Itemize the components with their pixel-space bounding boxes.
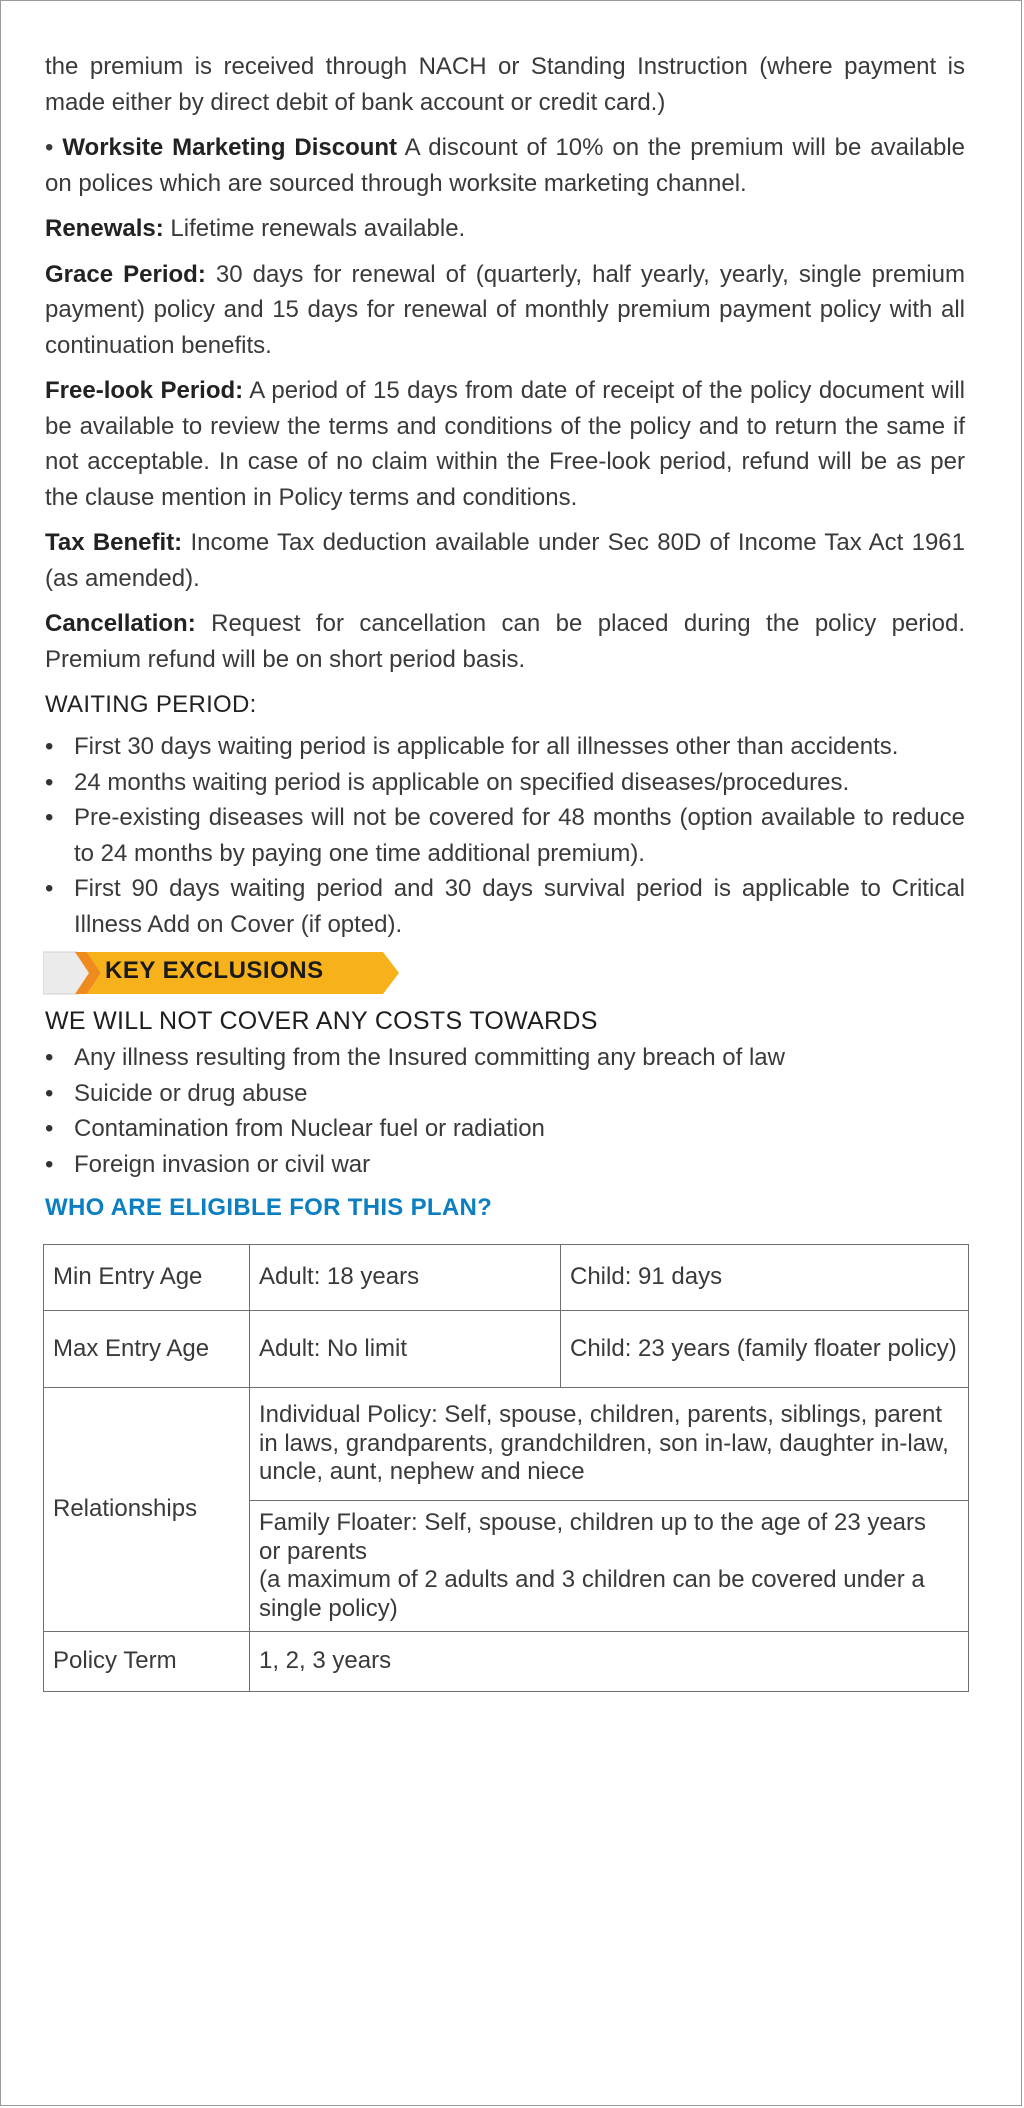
- policy-term-label: Policy Term: [44, 1632, 250, 1692]
- exclusions-list: [45, 1040, 965, 1182]
- intro-paragraph: the premium is received through NACH or Standing Instruction (where payment is made either by direct debit of bank account or credit card.): [45, 53, 965, 116]
- free-look-label: Free-look Period:: [45, 377, 244, 404]
- max-entry-label: Max Entry Age: [44, 1311, 250, 1388]
- min-entry-adult: Adult: 18 years: [250, 1245, 561, 1311]
- list-item: • Pre-existing diseases will not be covered for 48 months (option available to reduce to 24 months by paying one time additional premium).: [45, 800, 965, 871]
- table-row: [44, 1632, 969, 1692]
- list-item: • First 90 days waiting period and 30 days survival period is applicable to Critical Illness Add on Cover (if opted).: [45, 871, 965, 942]
- tax-benefit-label: Tax Benefit:: [45, 529, 183, 556]
- table-row: [44, 1245, 969, 1311]
- cancellation-text: Request for cancellation can be placed during the policy period. Premium refund will be on short period basis.: [45, 610, 965, 673]
- worksite-bullet: •: [45, 134, 63, 161]
- list-item: • First 30 days waiting period is applicable for all illnesses other than accidents.: [45, 729, 965, 765]
- worksite-discount-paragraph: [45, 130, 965, 201]
- worksite-label: Worksite Marketing Discount: [62, 134, 398, 161]
- grace-period-text: 30 days for renewal of (quarterly, half yearly, yearly, single premium payment) policy and 15 days for renewal of monthly premium payment policy with all continuation benefits.: [45, 260, 965, 359]
- grace-period-label: Grace Period:: [45, 260, 206, 288]
- eligibility-table: [43, 1244, 969, 1692]
- individual-policy-cell: Individual Policy: Self, spouse, children, parents, siblings, parent in laws, grandparents, grandchildren, son in-law, daughter in-law, uncle, aunt, nephew and niece: [250, 1388, 969, 1501]
- worksite-text: A discount of 10% on the premium will be available on polices which are sourced through worksite marketing channel.: [45, 134, 966, 197]
- list-item: • Suicide or drug abuse: [45, 1076, 965, 1112]
- list-item: • 24 months waiting period is applicable on specified diseases/procedures.: [45, 765, 965, 801]
- key-exclusions-banner: [43, 948, 403, 998]
- free-look-text: A period of 15 days from date of receipt of the policy document will be available to review the terms and conditions of the policy and to return the same if not acceptable. In case of no claim within the Free-look period, refund will be as per the clause mention in Policy terms and conditions.: [45, 377, 965, 511]
- cancellation-label: Cancellation:: [45, 610, 196, 637]
- list-item: • Any illness resulting from the Insured committing any breach of law: [45, 1040, 965, 1076]
- renewals-paragraph: [45, 211, 965, 247]
- tax-benefit-text: Income Tax deduction available under Sec 80D of Income Tax Act 1961 (as amended).: [45, 529, 966, 592]
- document-content: [45, 49, 965, 1692]
- renewals-text: Lifetime renewals available.: [163, 215, 466, 242]
- eligibility-heading: WHO ARE ELIGIBLE FOR THIS PLAN?: [45, 1194, 493, 1221]
- cancellation-paragraph: [45, 606, 965, 677]
- table-row: [44, 1388, 969, 1501]
- min-entry-label: Min Entry Age: [44, 1245, 250, 1311]
- waiting-period-list: [45, 729, 965, 942]
- family-floater-text: Family Floater: Self, spouse, children up to the age of 23 years or parents: [259, 1509, 927, 1565]
- tax-benefit-paragraph: [45, 525, 965, 596]
- max-entry-adult: Adult: No limit: [250, 1311, 561, 1388]
- family-floater-note: (a maximum of 2 adults and 3 children can be covered under a single policy): [259, 1566, 925, 1622]
- renewals-label: Renewals:: [45, 215, 164, 242]
- free-look-paragraph: [45, 373, 965, 515]
- waiting-period-heading: WAITING PERIOD:: [45, 691, 257, 718]
- relationships-label: Relationships: [44, 1388, 250, 1632]
- exclusions-heading: WE WILL NOT COVER ANY COSTS TOWARDS: [45, 1007, 598, 1035]
- key-exclusions-title: KEY EXCLUSIONS: [105, 957, 324, 984]
- list-item: • Contamination from Nuclear fuel or radiation: [45, 1111, 965, 1147]
- max-entry-child: Child: 23 years (family floater policy): [561, 1311, 969, 1388]
- grace-period-paragraph: [45, 257, 965, 364]
- table-row: [44, 1311, 969, 1388]
- list-item: • Foreign invasion or civil war: [45, 1147, 965, 1183]
- policy-term-value: 1, 2, 3 years: [250, 1632, 969, 1692]
- family-floater-cell: [250, 1501, 969, 1632]
- min-entry-child: Child: 91 days: [561, 1245, 969, 1311]
